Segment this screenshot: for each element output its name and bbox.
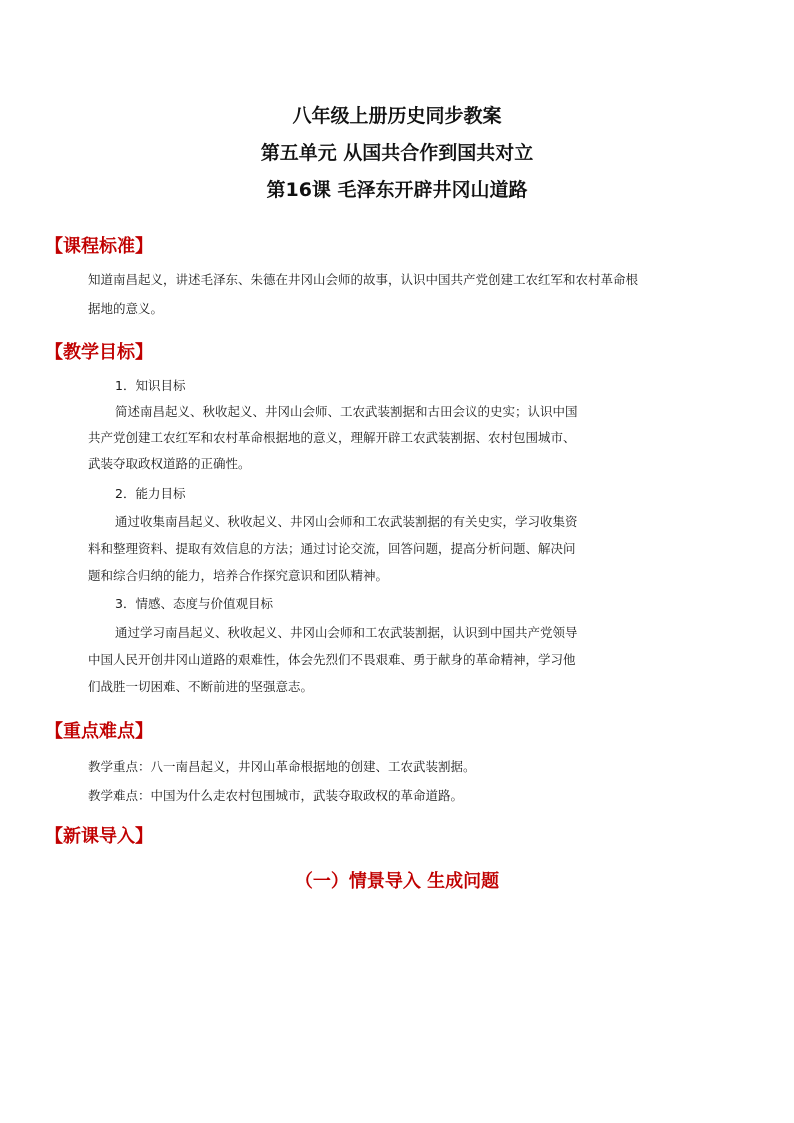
emotion-goal-line-1: 通过学习南昌起义、秋收起义、井冈山会师和工农武装割据，认识到中国共产党领导: [115, 625, 578, 640]
knowledge-goal-title: 1．知识目标: [115, 378, 186, 393]
document-title-block: [0, 98, 794, 209]
section-heading-keypoints: 【重点难点】: [45, 721, 153, 742]
ability-goal-title: 2．能力目标: [115, 486, 186, 501]
knowledge-goal-line-3: 武装夺取政权道路的正确性。: [88, 456, 251, 471]
knowledge-goal-line-1: 简述南昌起义、秋收起义、井冈山会师、工农武装割据和古田会议的史实；认识中国: [115, 404, 578, 419]
ability-goal-line-3: 题和综合归纳的能力，培养合作探究意识和团队精神。: [88, 568, 389, 583]
section-heading-curriculum: 【课程标准】: [45, 236, 153, 257]
unit-title: 第五单元 从国共合作到国共对立: [260, 142, 534, 164]
ability-goal-line-1: 通过收集南昌起义、秋收起义、井冈山会师和工农武装割据的有关史实，学习收集资: [115, 514, 578, 529]
document-title: 八年级上册历史同步教案: [292, 105, 502, 127]
emotion-goal-title: 3．情感、态度与价值观目标: [115, 596, 273, 611]
curriculum-text-line-1: 知道南昌起义，讲述毛泽东、朱德在井冈山会师的故事，认识中国共产党创建工农红军和农村革命根: [88, 272, 639, 287]
section-heading-intro: 【新课导入】: [45, 826, 153, 847]
teaching-focus: 教学重点：八一南昌起义，井冈山革命根据地的创建、工农武装割据。: [88, 759, 476, 774]
emotion-goal-line-2: 中国人民开创井冈山道路的艰难性，体会先烈们不畏艰难、勇于献身的革命精神，学习他: [88, 652, 576, 667]
intro-subheading: （一）情景导入 生成问题: [294, 871, 500, 892]
lesson-title: 第16课 毛泽东开辟井冈山道路: [266, 179, 528, 201]
ability-goal-line-2: 料和整理资料、提取有效信息的方法；通过讨论交流，回答问题，提高分析问题、解决问: [88, 541, 576, 556]
emotion-goal-line-3: 们战胜一切困难、不断前进的坚强意志。: [88, 679, 314, 694]
section-heading-objectives: 【教学目标】: [45, 342, 153, 363]
curriculum-text-line-2: 据地的意义。: [88, 301, 164, 316]
teaching-difficulty: 教学难点：中国为什么走农村包围城市，武装夺取政权的革命道路。: [88, 788, 464, 803]
knowledge-goal-line-2: 共产党创建工农红军和农村革命根据地的意义，理解开辟工农武装割据、农村包围城市、: [88, 430, 576, 445]
